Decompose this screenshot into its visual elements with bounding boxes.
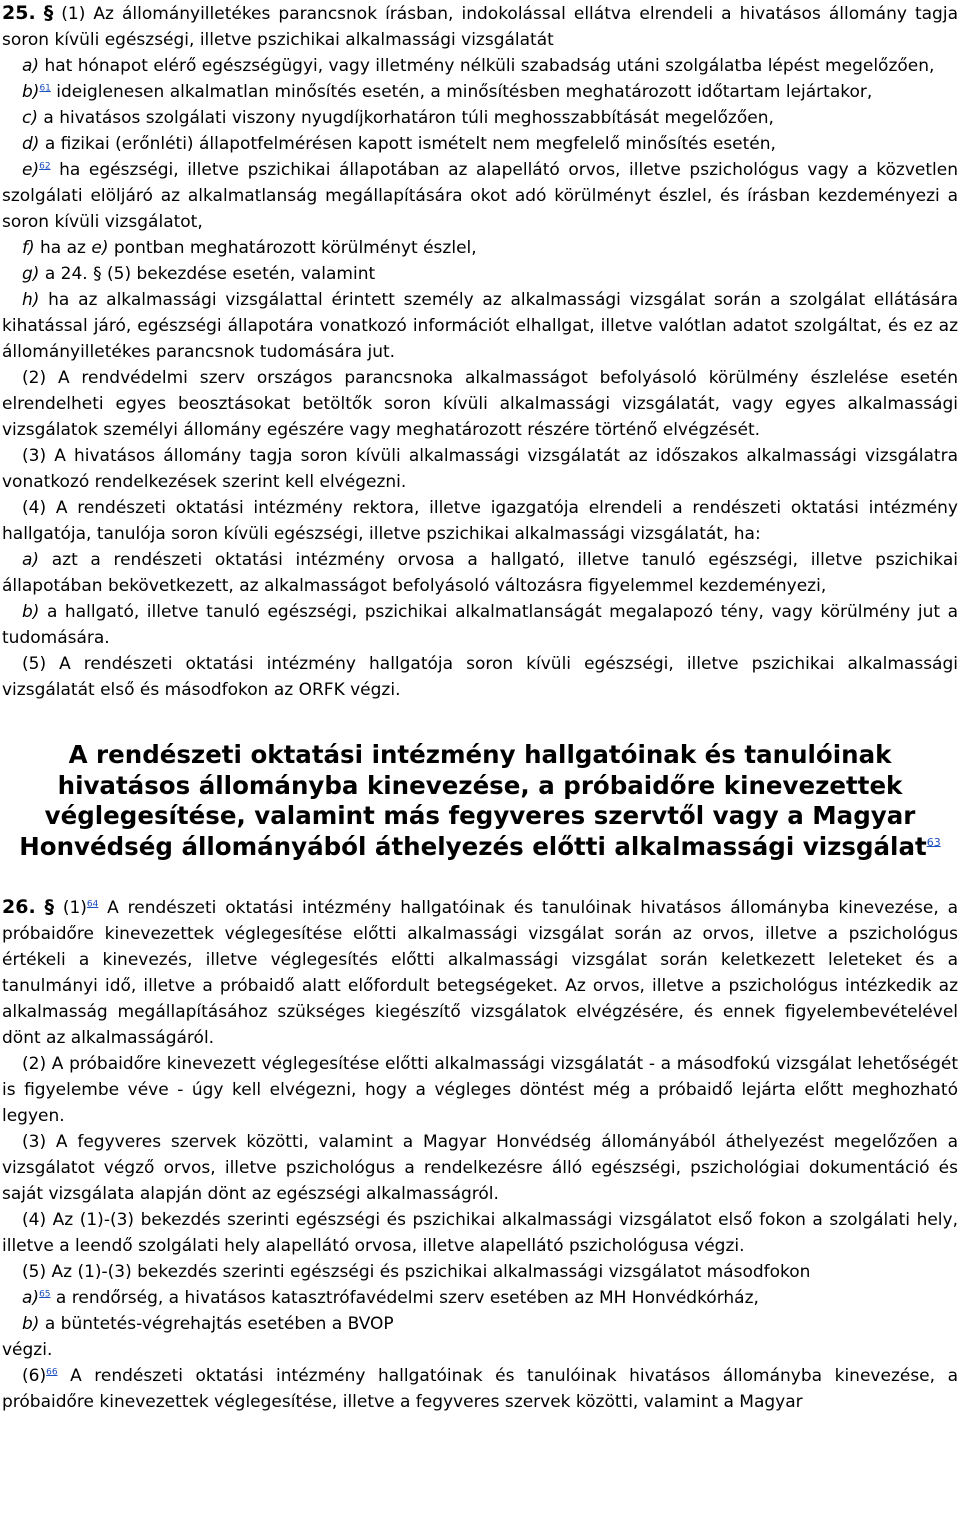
point-text: a büntetés-végrehajtás esetében a BVOP: [39, 1314, 394, 1334]
point-text: ha az alkalmassági vizsgálattal érintett személy az alkalmassági vizsgálat során a szolgálat ellátására kihatással járó, egészségi állapotára vonatkozó információt elhallgat, illetve valótlan adatot szolgáltat, és ez az állományilletékes parancsnok tudomására jut.: [2, 290, 958, 362]
paragraph-text: (1) Az állományilletékes parancsnok írásban, indokolással ellátva elrendeli a hivatásos állomány tagja soron kívüli egészségi, illetve pszichikai alkalmassági vizsgálatát: [2, 4, 958, 50]
s26-p3: (3) A fegyveres szervek közötti, valamint a Magyar Honvédség állományából áthelyezést megelőzően a vizsgálatot végző orvos, illetve pszichológus a rendelkezésre álló egészségi, pszichológiai dokumentáció és saját vizsgálata alapján dönt az egészségi alkalmasságról.: [2, 1132, 958, 1204]
section-sign: §: [44, 896, 54, 918]
s25-point-h: [2, 287, 958, 365]
point-letter: a): [22, 1288, 40, 1308]
s25-point-g: [2, 261, 958, 287]
paragraph-lead: (1): [54, 898, 87, 918]
footnote-ref: [46, 1367, 57, 1377]
point-text: ha az: [34, 238, 92, 258]
point-letter: b): [22, 1314, 40, 1334]
point-text: azt a rendészeti oktatási intézmény orvosa a hallgató, illetve tanuló egészségi, illetve pszichikai állapotában bekövetkezett, az alkalmasságot befolyásoló változásra figyelemmel kezdeményezi,: [2, 550, 958, 596]
s26-p5-point-a: [2, 1285, 958, 1311]
s25-point-d: [2, 131, 958, 157]
section-heading: [2, 740, 958, 862]
footnote-ref: [39, 1289, 50, 1299]
paragraph-lead: (6): [22, 1366, 47, 1386]
s25-point-e: [2, 157, 958, 235]
section-sign: §: [43, 2, 54, 24]
s26-p2: (2) A próbaidőre kinevezett véglegesítése előtti alkalmassági vizsgálatát - a másodfokú vizsgálat lehetőségét is figyelembe véve - úgy kell elvégezni, hogy a végleges döntést még a próbaidő lejárta előtt meghozható legyen.: [2, 1054, 958, 1126]
s26-p5-end: végzi.: [2, 1340, 53, 1360]
footnote-link[interactable]: 66: [46, 1367, 58, 1378]
s26-p5-point-b: [2, 1311, 958, 1337]
heading-text: A rendészeti oktatási intézmény hallgatóinak és tanulóinak hivatásos állományba kinevezése, a próbaidőre kinevezettek véglegesítése, valamint más fegyveres szervtől vagy a Magyar Honvédség állományából áthelyezés előtti alkalmassági vizsgálat: [19, 740, 927, 861]
point-text: a hivatásos szolgálati viszony nyugdíjkorhatáron túli meghosszabbítását megelőzően,: [37, 108, 774, 128]
s26-p1: [2, 894, 958, 1051]
s25-point-f: [2, 235, 958, 261]
footnote-link[interactable]: 61: [39, 83, 51, 94]
point-letter: b): [22, 602, 40, 622]
footnote-link[interactable]: 65: [39, 1289, 51, 1300]
footnote-link[interactable]: 64: [86, 899, 99, 910]
s25-p5: (5) A rendészeti oktatási intézmény hallgatója soron kívüli egészségi, illetve pszichikai alkalmassági vizsgálatát első és másodfokon az ORFK végzi.: [2, 654, 958, 700]
s25-point-c: [2, 105, 958, 131]
footnote-ref: [39, 161, 50, 171]
point-text: pontban meghatározott körülményt észlel,: [108, 238, 477, 258]
point-letter: a): [22, 56, 40, 76]
point-text: a fizikai (erőnléti) állapotfelmérésen kapott ismételt nem megfelelő minősítés esetén,: [39, 134, 776, 154]
point-text: a rendőrség, a hivatásos katasztrófavédelmi szerv esetében az MH Honvédkórház,: [50, 1288, 759, 1308]
point-letter: h): [22, 290, 40, 310]
paragraph-text: A rendészeti oktatási intézmény hallgatóinak és tanulóinak hivatásos állományba kinevezése, a próbaidőre kinevezettek véglegesítése, illetve a fegyveres szervek közötti, valamint a Magyar: [2, 1366, 958, 1412]
s25-p2: (2) A rendvédelmi szerv országos parancsnoka alkalmasságot befolyásoló körülmény észlelése esetén elrendelheti egyes beosztásokat betöltők soron kívüli alkalmassági vizsgálatát, vagy egyes alkalmassági vizsgálatok személyi állomány egészére vagy meghatározott részére történő elvégzését.: [2, 368, 958, 440]
paragraph-text: A rendészeti oktatási intézmény hallgatóinak és tanulóinak hivatásos állományba kinevezése, a próbaidőre kinevezettek véglegesítése előtti alkalmassági vizsgálat során az orvos, illetve a pszichológus értékeli a kinevezés, illetve véglegesítés előtti alkalmassági vizsgálat során keletkezett leleteket és a tanulmányi idő, illetve a próbaidő alatt előfordult betegségeket. Az orvos, illetve a pszichológus intézkedik az alkalmasság megállapításához szükséges kiegészítő vizsgálatok elvégzésére, és ennek figyelembevételével dönt az alkalmasságáról.: [2, 898, 958, 1048]
point-text: a hallgató, illetve tanuló egészségi, pszichikai alkalmatlanságát megalapozó tény, vagy körülmény jut a tudomására.: [2, 602, 958, 648]
point-letter: d): [22, 134, 40, 154]
footnote-link[interactable]: 63: [926, 835, 941, 849]
s25-point-a: [2, 53, 958, 79]
point-letter: e): [22, 160, 40, 180]
s26-p6: [2, 1363, 958, 1415]
point-letter: a): [22, 550, 40, 570]
footnote-ref: [39, 83, 50, 93]
point-text: hat hónapot elérő egészségügyi, vagy illetmény nélküli szabadság utáni szolgálatba lépést megelőzően,: [39, 56, 935, 76]
s25-p4: (4) A rendészeti oktatási intézmény rektora, illetve igazgatója elrendeli a rendészeti oktatási intézmény hallgatója, tanulója soron kívüli egészségi, illetve pszichikai alkalmassági vizsgálatát, ha:: [2, 498, 958, 544]
point-letter: b): [22, 82, 40, 102]
section-number: 26.: [2, 896, 36, 918]
point-reference: e): [91, 238, 109, 258]
s25-p3: (3) A hivatásos állomány tagja soron kívüli alkalmassági vizsgálatát az időszakos alkalmassági vizsgálatra vonatkozó rendelkezések szerint kell elvégezni.: [2, 446, 958, 492]
point-text: ha egészségi, illetve pszichikai állapotában az alapellátó orvos, illetve pszichológus vagy a közvetlen szolgálati elöljáró az alkalmatlanság megállapítására okot adó körülményt észlel, és írásban kezdeményezi a soron kívüli vizsgálatot,: [2, 160, 958, 232]
s26-p4: (4) Az (1)-(3) bekezdés szerinti egészségi és pszichikai alkalmassági vizsgálatot első fokon a szolgálati hely, illetve a leendő szolgálati hely alapellátó orvosa, illetve alapellátó pszichológusa végzi.: [2, 1210, 958, 1256]
s25-p1: [2, 0, 958, 53]
s25-p4-point-b: [2, 599, 958, 651]
footnote-ref: [87, 899, 98, 909]
s25-point-b: [2, 79, 958, 105]
point-text: ideiglenesen alkalmatlan minősítés esetén, a minősítésben meghatározott időtartam lejártakor,: [50, 82, 873, 102]
point-letter: g): [22, 264, 40, 284]
section-number: 25.: [2, 2, 36, 24]
s25-p4-point-a: [2, 547, 958, 599]
footnote-ref: [927, 835, 941, 848]
footnote-link[interactable]: 62: [39, 161, 51, 172]
point-letter: f): [22, 238, 35, 258]
point-text: a 24. § (5) bekezdése esetén, valamint: [39, 264, 376, 284]
s26-p5: (5) Az (1)-(3) bekezdés szerinti egészségi és pszichikai alkalmassági vizsgálatot másodfokon: [22, 1262, 811, 1282]
point-letter: c): [22, 108, 38, 128]
